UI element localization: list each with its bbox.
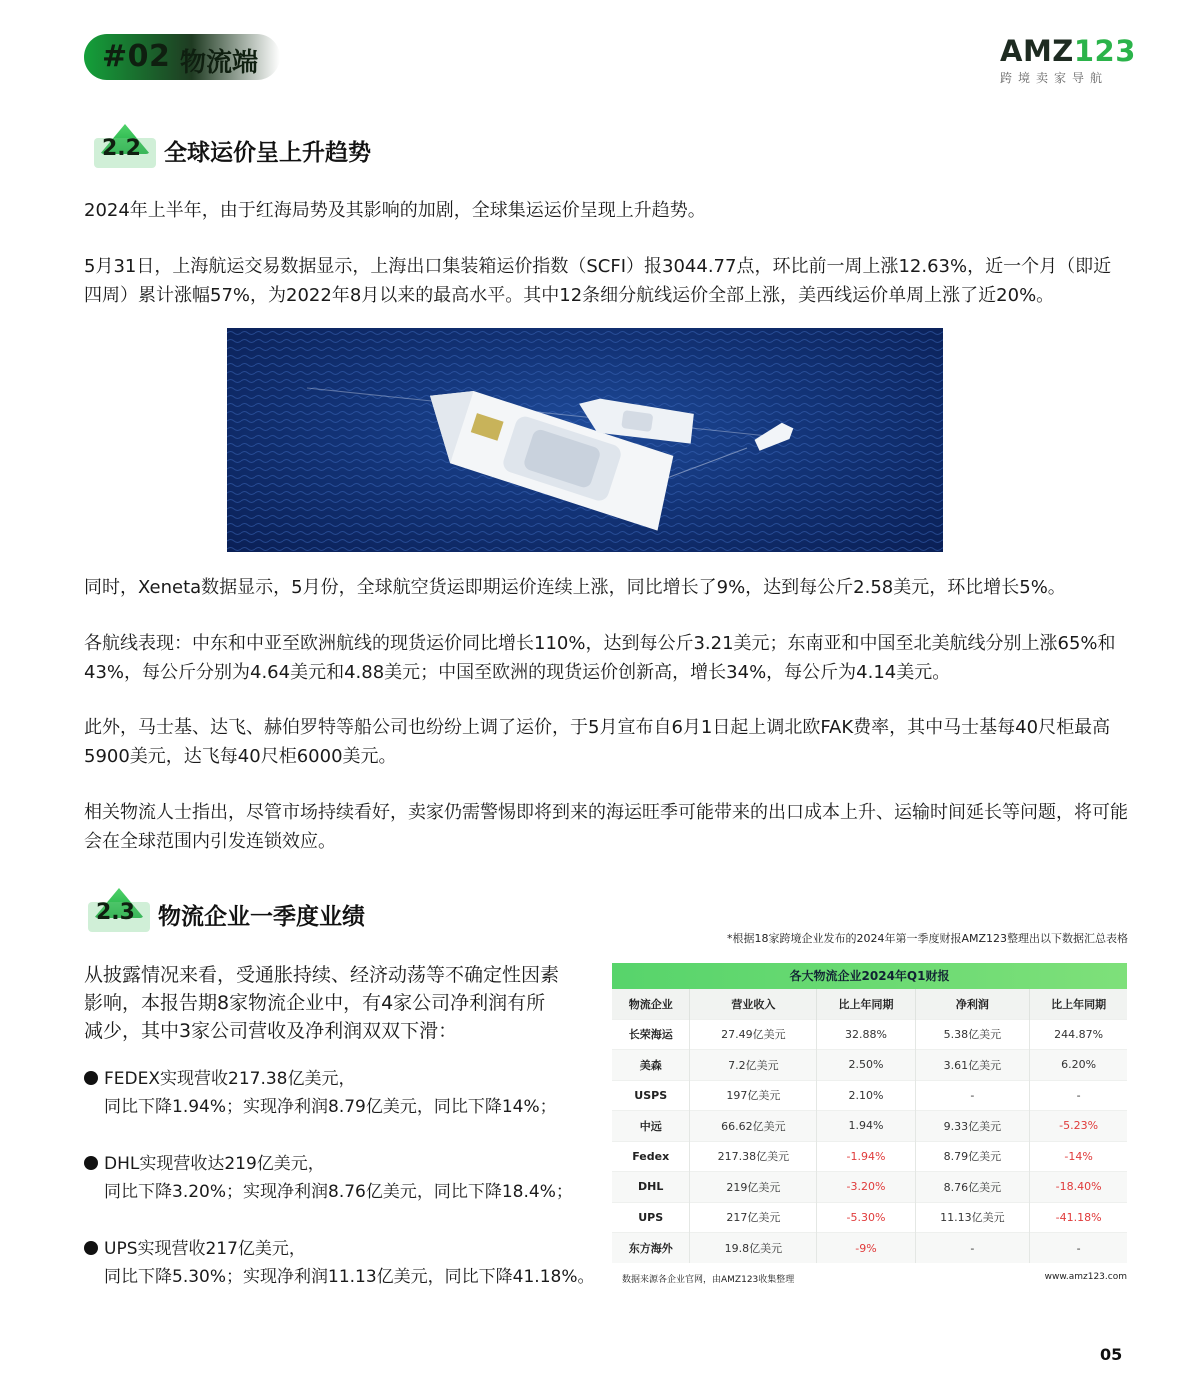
table-header-cell: 比上年同期 bbox=[1030, 989, 1127, 1019]
paragraph: 相关物流人士指出，尽管市场持续看好，卖家仍需警惕即将到来的海运旺季可能带来的出口成本上升、运输时间延长等问题，将可能会在全球范围内引发连锁效应。 bbox=[84, 802, 1128, 852]
triangle-badge-icon: 2.2 bbox=[94, 124, 156, 168]
logo-subtitle: 跨境卖家导航 bbox=[1000, 71, 1109, 85]
table-site: www.amz123.com bbox=[1044, 1272, 1127, 1282]
table-row bbox=[612, 1080, 1127, 1111]
company-name-cell: 长荣海运 bbox=[612, 1019, 690, 1050]
table-header-cell: 比上年同期 bbox=[817, 989, 915, 1019]
bullet-item: UPS实现营收217亿美元， 同比下降5.30%；实现净利润11.13亿美元，同比下降41.18%。 bbox=[84, 1235, 594, 1291]
company-name-cell: 东方海外 bbox=[612, 1233, 690, 1264]
paragraph: 2024年上半年，由于红海局势及其影响的加剧，全球集运运价呈现上升趋势。 bbox=[84, 200, 706, 221]
table-header-cell: 物流企业 bbox=[612, 989, 690, 1019]
section-title: 物流端 bbox=[180, 48, 259, 78]
bullet-dot-icon bbox=[84, 1071, 98, 1085]
table-cell: 217.38亿美元 bbox=[690, 1141, 817, 1172]
table-cell: -9% bbox=[817, 1233, 915, 1264]
table-cell: 2.50% bbox=[817, 1050, 915, 1081]
financial-table bbox=[612, 963, 1127, 1263]
table-note: *根据18家跨境企业发布的2024年第一季度财报AMZ123整理出以下数据汇总表格 bbox=[726, 932, 1128, 945]
table-cell: -18.40% bbox=[1030, 1172, 1127, 1203]
table-cell: -5.30% bbox=[817, 1202, 915, 1233]
logo-text: AMZ bbox=[1000, 34, 1074, 68]
table-cell: 32.88% bbox=[817, 1019, 915, 1050]
triangle-badge-icon: 2.3 bbox=[88, 888, 150, 932]
bullet-dot-icon bbox=[84, 1241, 98, 1255]
table-header-cell: 净利润 bbox=[915, 989, 1030, 1019]
table-row bbox=[612, 1233, 1127, 1264]
table-cell: - bbox=[915, 1080, 1030, 1111]
company-name-cell: UPS bbox=[612, 1202, 690, 1233]
company-name-cell: DHL bbox=[612, 1172, 690, 1203]
page-number: 05 bbox=[1100, 1345, 1123, 1364]
company-name-cell: 中远 bbox=[612, 1111, 690, 1142]
table-row bbox=[612, 1202, 1127, 1233]
table-cell: 8.76亿美元 bbox=[915, 1172, 1030, 1203]
table-row bbox=[612, 1141, 1127, 1172]
table-header-cell: 营业收入 bbox=[690, 989, 817, 1019]
table-cell: 2.10% bbox=[817, 1080, 915, 1111]
table-cell: -5.23% bbox=[1030, 1111, 1127, 1142]
intro-paragraph: 从披露情况来看，受通胀持续、经济动荡等不确定性因素影响，本报告期8家物流企业中，有4家公司净利润有所减少，其中3家公司营收及净利润双双下滑： bbox=[84, 964, 560, 1042]
bullet-item: FEDEX实现营收217.38亿美元， 同比下降1.94%；实现净利润8.79亿美元，同比下降14%； bbox=[84, 1065, 594, 1121]
table-title: 各大物流企业2024年Q1财报 bbox=[612, 963, 1127, 989]
table-cell: - bbox=[915, 1233, 1030, 1264]
section-number: #02 bbox=[102, 39, 171, 74]
table-row bbox=[612, 1111, 1127, 1142]
table-cell: 244.87% bbox=[1030, 1019, 1127, 1050]
table-cell: -41.18% bbox=[1030, 1202, 1127, 1233]
paragraph: 5月31日，上海航运交易数据显示，上海出口集装箱运价指数（SCFI）报3044.77点，环比前一周上涨12.63%，近一个月（即近四周）累计涨幅57%，为2022年8月以来的最高水平。其中12条细分航线运价全部上涨，美西线运价单周上涨了近20%。 bbox=[84, 256, 1112, 306]
company-name-cell: 美森 bbox=[612, 1050, 690, 1081]
section-header-pill bbox=[84, 34, 280, 80]
bullet-item: DHL实现营收达219亿美元， 同比下降3.20%；实现净利润8.76亿美元，同比下降18.4%； bbox=[84, 1150, 594, 1206]
company-name-cell: Fedex bbox=[612, 1141, 690, 1172]
bullet-dot-icon bbox=[84, 1156, 98, 1170]
table-row bbox=[612, 1019, 1127, 1050]
table-cell: 11.13亿美元 bbox=[915, 1202, 1030, 1233]
paragraph: 此外，马士基、达飞、赫伯罗特等船公司也纷纷上调了运价，于5月宣布自6月1日起上调北欧FAK费率，其中马士基每40尺柜最高5900美元，达飞每40尺柜6000美元。 bbox=[84, 717, 1111, 767]
amz123-logo bbox=[1000, 34, 1136, 86]
table-cell: - bbox=[1030, 1080, 1127, 1111]
subsection-title: 全球运价呈上升趋势 bbox=[164, 140, 371, 166]
table-row bbox=[612, 1172, 1127, 1203]
table-row bbox=[612, 1050, 1127, 1081]
table-cell: - bbox=[1030, 1233, 1127, 1264]
table-cell: 197亿美元 bbox=[690, 1080, 817, 1111]
table-source: 数据来源各企业官网，由AMZ123收集整理 bbox=[622, 1275, 795, 1285]
table-cell: -3.20% bbox=[817, 1172, 915, 1203]
table-cell: 5.38亿美元 bbox=[915, 1019, 1030, 1050]
paragraph: 各航线表现：中东和中亚至欧洲航线的现货运价同比增长110%，达到每公斤3.21美元；东南亚和中国至北美航线分别上涨65%和43%，每公斤分别为4.64美元和4.88美元；中国至欧洲的现货运价创新高，增长34%，每公斤为4.14美元。 bbox=[84, 633, 1116, 683]
table-cell: 219亿美元 bbox=[690, 1172, 817, 1203]
table-cell: -14% bbox=[1030, 1141, 1127, 1172]
subsection-title: 物流企业一季度业绩 bbox=[158, 904, 365, 930]
table-cell: 19.8亿美元 bbox=[690, 1233, 817, 1264]
yacht-aerial-photo bbox=[227, 328, 943, 552]
table-cell: 27.49亿美元 bbox=[690, 1019, 817, 1050]
table-cell: 217亿美元 bbox=[690, 1202, 817, 1233]
table-cell: 8.79亿美元 bbox=[915, 1141, 1030, 1172]
table-cell: -1.94% bbox=[817, 1141, 915, 1172]
paragraph: 同时，Xeneta数据显示，5月份，全球航空货运即期运价连续上涨，同比增长了9%，达到每公斤2.58美元，环比增长5%。 bbox=[84, 577, 1066, 598]
logo-number: 123 bbox=[1073, 34, 1136, 68]
table-cell: 66.62亿美元 bbox=[690, 1111, 817, 1142]
company-name-cell: USPS bbox=[612, 1080, 690, 1111]
table-cell: 7.2亿美元 bbox=[690, 1050, 817, 1081]
table-cell: 9.33亿美元 bbox=[915, 1111, 1030, 1142]
table-cell: 3.61亿美元 bbox=[915, 1050, 1030, 1081]
table-cell: 6.20% bbox=[1030, 1050, 1127, 1081]
table-cell: 1.94% bbox=[817, 1111, 915, 1142]
